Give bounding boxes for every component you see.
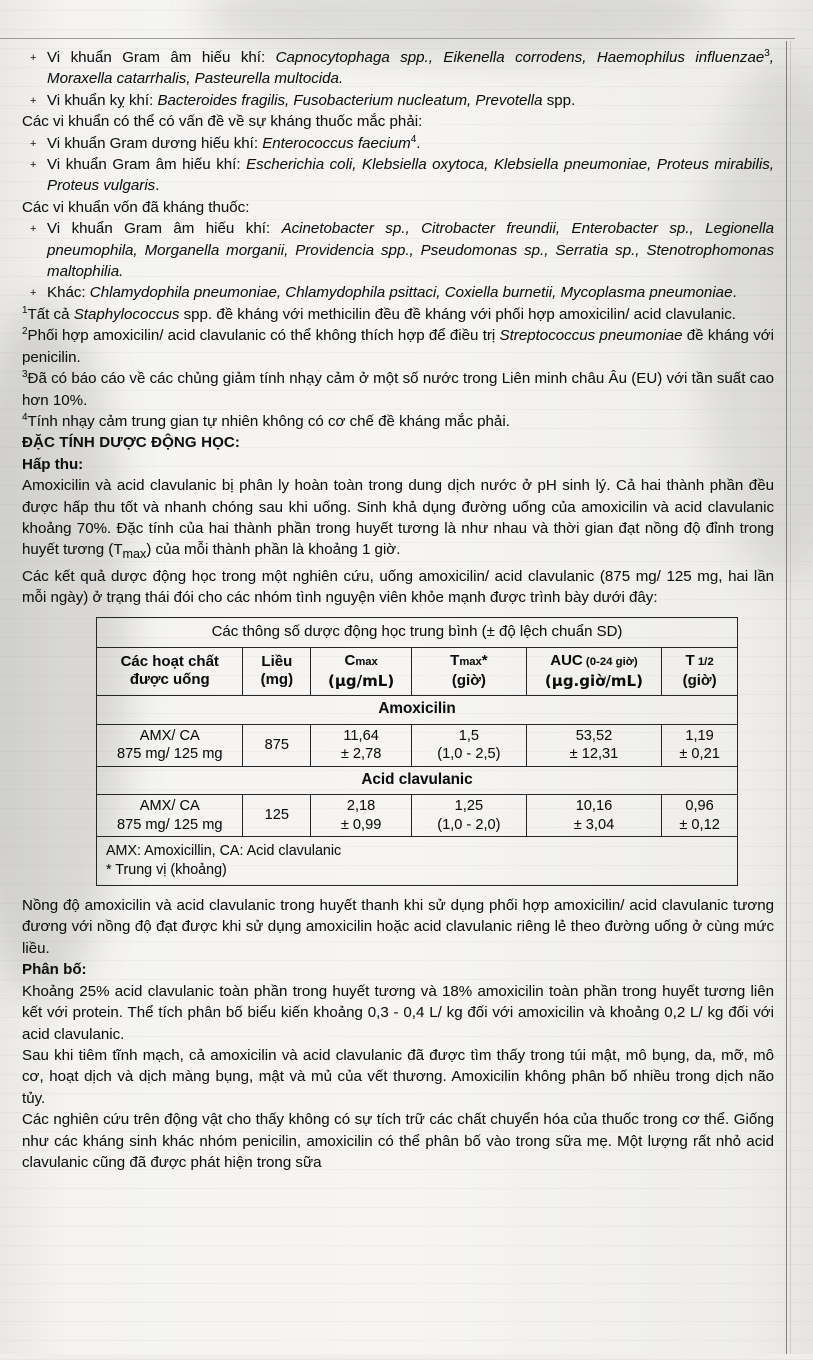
cell-dose: 125 <box>243 795 311 837</box>
footnote-number: 2 <box>22 326 28 338</box>
footnote-number: 4 <box>22 411 28 423</box>
organism-names-tail: sp., Citrobacter freundii, Enterobacter sp., Legionella pneumophila, Morganella morganii, Providencia spp., Pseudomonas sp., Serratia sp., Stenotrophomonas maltophilia. <box>47 220 774 281</box>
tmax-symbol: T <box>450 652 460 670</box>
footnote-text-post: spp. đề kháng với methicilin đều đề kháng với phối hợp amoxicilin/ acid clavulanic. <box>179 305 737 323</box>
table-footnote-median: * Trung vị (khoảng) <box>106 861 227 878</box>
bullet-plus-icon: + <box>30 94 37 107</box>
absorption-paragraph-2: Các kết quả dược động học trong một nghiên cứu, uống amoxicilin/ acid clavulanic (875 mg/ 125 mg, hai lần mỗi ngày) ở trạng thái đói cho các nhóm tình nguyện viên khỏe mạnh được trình bày dưới đây: <box>22 567 774 607</box>
organism-names-tail: spp. <box>542 91 576 109</box>
bullet-lead: Khác: <box>47 284 90 302</box>
bullet-other-organisms <box>22 282 774 303</box>
col-header-auc <box>526 648 661 696</box>
table-note-row <box>97 837 738 886</box>
cell-cmax <box>311 724 412 766</box>
table-title: Các thông số dược động học trung bình (± độ lệch chuẩn SD) <box>97 617 738 648</box>
cell-tmax-range: (1,0 - 2,0) <box>437 816 501 833</box>
col-header-cmax-units: (μg/mL) <box>328 671 395 690</box>
cell-auc <box>526 795 661 837</box>
group-label-acid-clavulanic: Acid clavulanic <box>97 766 738 795</box>
footnote-text-pre: Tất cả <box>27 305 74 323</box>
bullet-gram-negative-aerobic-1 <box>22 47 774 90</box>
cell-thalf-sd: ± 0,21 <box>679 746 720 763</box>
col-header-thalf-l1 <box>664 652 735 672</box>
bullet-gram-negative-aerobic-3 <box>22 218 774 282</box>
after-table-paragraph: Nồng độ amoxicilin và acid clavulanic trong huyết thanh khi sử dụng phối hợp amoxicilin/ acid clavulanic tương đương với nồng độ đạt được khi sử dụng amoxicilin hoặc acid clavulanic riêng lẻ theo đường uống ở cùng mức liều. <box>22 897 774 957</box>
footnote-3 <box>22 368 774 411</box>
footnote-number: 3 <box>22 369 28 381</box>
cell-cmax-sd: ± 2,78 <box>340 746 382 763</box>
bullet-lead: Vi khuẩn Gram âm hiếu khí: <box>47 49 276 66</box>
absorption-text-b: ) của mỗi thành phần là khoảng 1 giờ. <box>146 541 401 559</box>
cell-thalf <box>662 724 738 766</box>
heading-acquired-resistance: Các vi khuẩn có thể có vấn đề về sự kháng thuốc mắc phải: <box>22 113 423 131</box>
table-row <box>97 795 738 837</box>
table-group-row-acid-clavulanic <box>97 766 738 795</box>
cmax-symbol: C <box>344 652 356 670</box>
footnote-ref: 4 <box>410 133 417 145</box>
organism-names-tail: . <box>416 134 421 152</box>
col-header-thalf <box>662 648 738 696</box>
cell-auc-sd: ± 12,31 <box>569 746 619 763</box>
cell-thalf-value: 0,96 <box>685 798 714 815</box>
cell-tmax-value: 1,25 <box>454 798 484 815</box>
cell-auc <box>526 724 661 766</box>
cell-tmax <box>412 795 527 837</box>
organism-names-tail: . <box>155 177 160 195</box>
absorption-text-a: Amoxicilin và acid clavulanic bị phân ly hoàn toàn trong dung dịch nước ở pH sinh lý. Cả hai thành phần đều được hấp thu tốt và nhanh chóng sau khi uống. Sinh khả dụng đường uống của amoxicilin và acid clavulanic khoảng 70%. Đặc tính của hai thành phần trong huyết tương là như nhau và thời gian đạt nồng độ đỉnh trong huyết tương (T <box>22 477 774 559</box>
cell-auc-sd: ± 3,04 <box>573 816 615 833</box>
distribution-paragraph-1: Khoảng 25% acid clavulanic toàn phần trong huyết tương và 18% amoxicilin toàn phần trong huyết tương liên kết với protein. Thể tích phân bố biểu kiến khoảng 0,3 - 0,4 L/ kg đối với amoxicilin và khoảng 0,2 L/ kg đối với acid clavulanic. <box>22 982 774 1043</box>
bullet-lead: Vi khuẩn kỵ khí: <box>47 91 158 109</box>
organism-names: Capnocytophaga spp., Eikenella corrodens, Haemophilus influenzae <box>275 49 765 66</box>
bullet-gram-negative-aerobic-2 <box>22 154 774 197</box>
bullet-plus-icon: + <box>30 137 37 150</box>
footnote-2 <box>22 325 774 368</box>
col-header-substance <box>97 648 243 696</box>
col-header-tmax-l1 <box>414 652 524 672</box>
tmax-subscript: max <box>122 547 147 562</box>
cell-substance-l1: AMX/ CA <box>139 727 200 744</box>
footnote-text-pre: Đã có báo cáo về các chủng giảm tính nhạy cảm ở một số nước trong Liên minh châu Âu (EU) với tần suất cao hơn 10%. <box>22 370 774 409</box>
organism-names: Acinetobacter <box>281 220 374 238</box>
organism-names: Escherichia coli, Klebsiella oxytoca, Klebsiella pneumoniae, Proteus mirabilis, Proteus vulgaris <box>47 156 774 195</box>
pharmacokinetic-parameters-table <box>96 617 738 887</box>
body-column <box>22 47 774 1173</box>
auc-interval: (0-24 giờ) <box>582 656 638 669</box>
col-header-tmax <box>412 648 527 696</box>
cell-substance <box>97 795 243 837</box>
page-right-rule-secondary <box>790 41 791 1354</box>
col-header-cmax <box>311 648 412 696</box>
distribution-paragraph-3: Các nghiên cứu trên động vật cho thấy không có sự tích trữ các chất chuyển hóa của thuốc trong cơ thể. Giống như các kháng sinh khác nhóm penicilin, amoxicilin có thể phân bố vào trong sữa mẹ. Một lượng rất nhỏ acid clavulanic cũng đã được phát hiện trong sữa <box>22 1111 774 1171</box>
bullet-lead: Vi khuẩn Gram âm hiếu khí: <box>47 220 282 238</box>
organism-names: Bacteroides fragilis, Fusobacterium nucleatum, Prevotella <box>157 91 543 109</box>
bullet-lead: Vi khuẩn Gram dương hiếu khí: <box>47 134 263 152</box>
footnote-text-pre: Tính nhạy cảm trung gian tự nhiên không có cơ chế đề kháng mắc phải. <box>27 412 510 430</box>
heading-intrinsic-resistance: Các vi khuẩn vốn đã kháng thuốc: <box>22 198 250 216</box>
table-row <box>97 724 738 766</box>
section-heading-pharmacokinetics: ĐẶC TÍNH DƯỢC ĐỘNG HỌC: <box>22 434 241 452</box>
col-header-dose <box>243 648 311 696</box>
cell-dose: 875 <box>243 724 311 766</box>
cell-cmax-sd: ± 0,99 <box>340 816 382 833</box>
organism-names: Enterococcus faecium <box>262 134 411 152</box>
bullet-plus-icon: + <box>30 287 37 300</box>
cell-substance-l1: AMX/ CA <box>139 798 200 815</box>
table-footnote <box>97 837 738 886</box>
col-header-auc-units: (μg.giờ/mL) <box>544 671 643 690</box>
col-header-substance-l2: được uống <box>129 671 210 689</box>
footnote-text-post: đề kháng với penicilin. <box>22 327 774 366</box>
col-header-tmax-units: (giờ) <box>451 671 486 689</box>
organism-names-tail: . <box>732 284 737 302</box>
table-group-row-amoxicilin <box>97 696 738 725</box>
col-header-thalf-units: (giờ) <box>682 671 717 689</box>
cmax-subscript: max <box>355 656 378 669</box>
group-label-amoxicilin: Amoxicilin <box>97 696 738 725</box>
table-header-row <box>97 648 738 696</box>
cell-cmax-value: 2,18 <box>346 798 376 815</box>
footnote-italic: Staphylococcus <box>73 305 180 323</box>
organism-names-tail: , Moraxella catarrhalis, Pasteurella multocida. <box>47 49 774 88</box>
cell-substance <box>97 724 243 766</box>
cell-cmax <box>311 795 412 837</box>
cell-cmax-value: 11,64 <box>343 727 379 744</box>
bullet-plus-icon: + <box>30 52 37 64</box>
bullet-gram-positive-aerobic <box>22 133 774 154</box>
thalf-subscript: 1/2 <box>694 656 714 669</box>
cell-substance-l2: 875 mg/ 125 mg <box>117 816 223 833</box>
col-header-substance-l1: Các hoạt chất <box>120 652 219 670</box>
organism-names: Chlamydophila pneumoniae, Chlamydophila psittaci, Coxiella burnetii, Mycoplasma pneumoniae <box>89 284 733 302</box>
tmax-subscript: max <box>459 656 482 669</box>
cell-tmax-value: 1,5 <box>458 727 480 744</box>
bullet-plus-icon: + <box>30 159 37 172</box>
bullet-plus-icon: + <box>30 223 37 236</box>
bullet-lead: Vi khuẩn Gram âm hiếu khí: <box>47 156 247 174</box>
col-header-cmax-l1 <box>313 652 409 672</box>
footnote-text-pre: Phối hợp amoxicilin/ acid clavulanic có thể không thích hợp để điều trị <box>27 327 500 345</box>
table-title-row <box>97 617 738 648</box>
thalf-symbol: T <box>685 652 695 670</box>
distribution-paragraph-2: Sau khi tiêm tĩnh mạch, cả amoxicilin và acid clavulanic đã được tìm thấy trong túi mật, mô bụng, da, mỡ, mô cơ, hoạt dịch và dịch màng bụng, mật và mủ của vết thương. Amoxicilin không phân bố nhiều trong dịch não tủy. <box>22 1046 774 1107</box>
table-footnote-abbrev: AMX: Amoxicillin, CA: Acid clavulanic <box>106 843 342 860</box>
cell-tmax <box>412 724 527 766</box>
subheading-distribution: Phân bố: <box>22 961 87 979</box>
page-top-rule <box>0 38 795 39</box>
tmax-asterisk: * <box>481 652 488 670</box>
cell-thalf <box>662 795 738 837</box>
footnote-number: 1 <box>22 304 28 316</box>
bullet-anaerobic-1 <box>22 90 774 111</box>
pk-table-container <box>22 617 774 887</box>
footnote-ref: 3 <box>764 47 770 59</box>
col-header-dose-l2: (mg) <box>260 671 294 689</box>
col-header-dose-l1: Liều <box>261 652 293 670</box>
cell-auc-value: 10,16 <box>575 798 613 815</box>
footnote-italic: Streptococcus pneumoniae <box>499 327 683 345</box>
cell-tmax-range: (1,0 - 2,5) <box>437 746 501 763</box>
col-header-auc-l1 <box>529 652 659 672</box>
page-right-rule <box>786 41 787 1354</box>
cell-substance-l2: 875 mg/ 125 mg <box>117 746 223 763</box>
cell-auc-value: 53,52 <box>575 727 613 744</box>
auc-symbol: AUC <box>550 652 583 670</box>
cell-thalf-sd: ± 0,12 <box>679 816 720 833</box>
cell-thalf-value: 1,19 <box>685 727 714 744</box>
subheading-absorption: Hấp thu: <box>22 455 84 473</box>
absorption-paragraph-1 <box>22 475 774 566</box>
footnote-4 <box>22 411 774 432</box>
footnote-1 <box>22 304 774 325</box>
